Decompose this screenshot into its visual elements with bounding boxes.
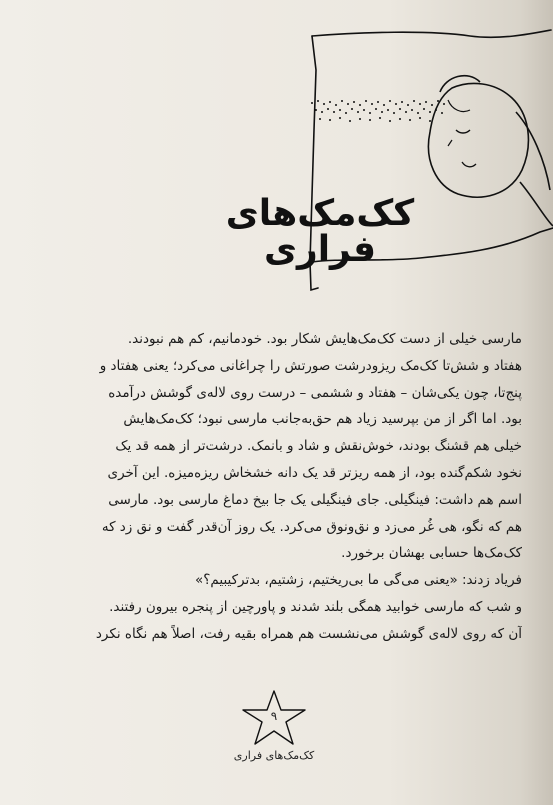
text-line: هم که نگو، هی غُر می‌زد و نق‌ونوق می‌کرد. یک روز آن‌قدر گفت و نق زد که — [101, 518, 522, 535]
chapter-title: کک‌مک‌های فراری — [225, 193, 415, 270]
text-line: کک‌مک‌ها حسابی بهشان برخورد. — [341, 545, 522, 562]
paragraph-2 — [32, 567, 522, 647]
text-line: خیلی هم قشنگ بودند، خوش‌نقش و شاد و بانمک. درشت‌تر از همه قد یک — [115, 438, 522, 455]
running-title: کک‌مک‌های فراری — [233, 749, 315, 762]
girl-with-freckles-illustration — [0, 0, 553, 320]
paragraph-1 — [32, 326, 522, 567]
text-line: اسم هم داشت: فینگیلی. جای فینگیلی یک جا بیخ دماغ مارسی بود. مارسی — [108, 491, 522, 508]
text-line: آن که روی لاله‌ی گوشش می‌نشست هم همراه بقیه رفت، اصلاً هم نگاه نکرد — [95, 625, 522, 642]
freckle-dots — [311, 100, 445, 122]
text-line: فریاد زدند: «یعنی می‌گی ما بی‌ریختیم، زشتیم، بدترکیبیم؟» — [194, 572, 522, 589]
text-line: بود. اما اگر از من بپرسید زیاد هم حق‌به‌جانب مارسی نبود؛ کک‌مک‌هایش — [123, 411, 522, 428]
text-line: پنج‌تا، چون یکی‌شان – هفتاد و ششمی – درست روی لاله‌ی گوشش درآمده — [108, 384, 522, 401]
text-line: نخود شکم‌گنده بود، از همه ریزتر قد یک دانه خشخاش ریزه‌میزه. این آخری — [107, 464, 522, 481]
page-footer — [220, 688, 330, 798]
text-line: و شب که مارسی خوابید همگی بلند شدند و پاورچین از پنجره بیرون رفتند. — [109, 598, 522, 615]
text-line: مارسی خیلی از دست کک‌مک‌هایش شکار بود. خودمانیم، کم هم نبودند. — [127, 331, 522, 347]
text-line: هفتاد و شش‌تا کک‌مک ریزودرشت صورتش را چراغانی می‌کرد؛ یعنی هفتاد و — [99, 357, 522, 374]
body-text — [32, 326, 522, 648]
page-number: ۹ — [270, 709, 278, 723]
